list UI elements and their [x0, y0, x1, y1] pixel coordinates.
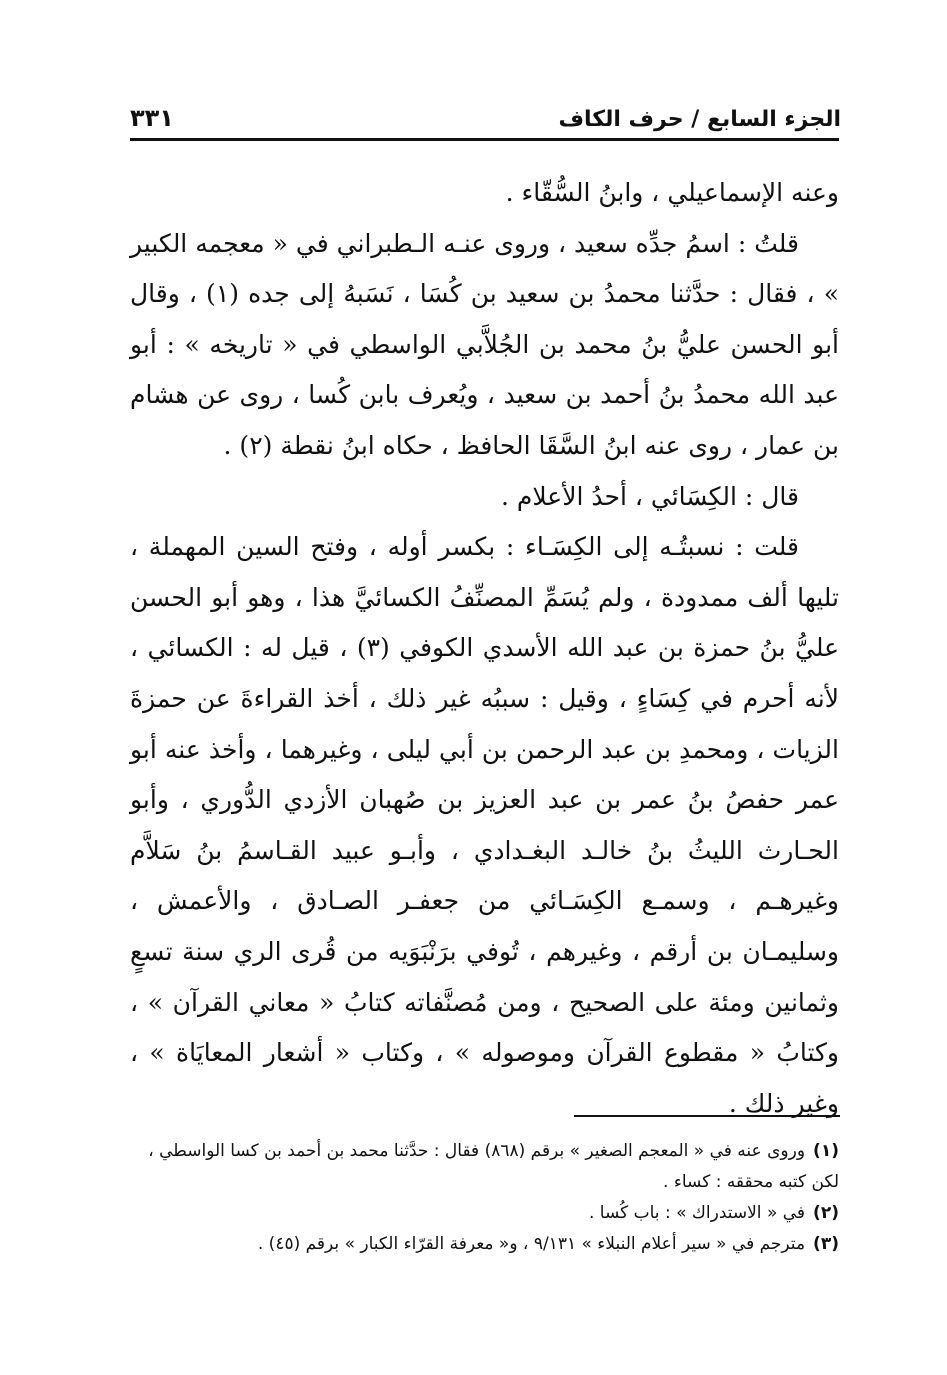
paragraph-2: قلتُ : اسمُ جدِّه سعيد ، وروى عنـه الـطبراني في « معجمه الكبير » ، فقال : حدَّثنا محمدُ بن سعيد بن كُسَا ، نَسَبهُ إلى جده (١) ، وقال أبو الحسن عليُّ بنُ محمد بن الجُلاَّبي الواسطي في « تاريخه » : أبو عبد الله محمدُ بنُ أحمد بن سعيد ، ويُعرف بابن كُسا ، روى عن هشام بن عمار ، روى عنه ابنُ السَّقَا الحافظ ، حكاه ابنُ نقطة (٢) . — [130, 228, 839, 460]
footnote-3 — [130, 1229, 839, 1260]
footnotes — [130, 1136, 839, 1260]
paragraph-3: قال : الكِسَائي ، أحدُ الأعلام . — [501, 481, 799, 511]
main-text — [130, 168, 839, 1129]
running-header — [130, 92, 841, 132]
header-title: الجزء السابع / حرف الكاف — [558, 107, 841, 132]
footnote-text: في « الاستدراك » : باب كُسا . — [588, 1203, 806, 1223]
page-number: ٣٣١ — [130, 104, 174, 132]
footnote-number: (٢) — [813, 1203, 839, 1223]
footnote-1 — [130, 1136, 839, 1198]
footnote-text: وروى عنه في « المعجم الصغير » برقم (٨٦٨) فقال : حدَّثنا محمد بن أحمد بن كسا الواسطي ، لكن كتبه محققه : كساء . — [148, 1141, 839, 1192]
footnote-text: مترجم في « سير أعلام النبلاء » ٩/١٣١ ، و« معرفة القرّاء الكبار » برقم (٤٥) . — [257, 1234, 806, 1254]
paragraph-1: وعنه الإسماعيلي ، وابنُ السُّقّاء . — [505, 178, 839, 207]
footnote-rule — [574, 1115, 840, 1117]
paragraph-4: قلت : نسبتُـه إلى الكِسَـاء : بكسر أوله ، وفتح السين المهملة ، تليها ألف ممدودة ، ولم يُسَمِّ المصنِّفُ الكسائيَّ هذا ، وهو أبو الحسن عليُّ بنُ حمزة بن عبد الله الأسدي الكوفي (٣) ، قيل له : الكسائي ، لأنه أحرم في كِسَاءٍ ، وقيل : سببُه غير ذلك ، أخذ القراءةَ عن حمزةَ الزيات ، ومحمدِ بن عبد الرحمن بن أبي ليلى ، وغيرهما ، وأخذ عنه أبو عمر حفصُ بنُ عمر بن عبد العزيز بن صُهبان الأزدي الدُّوري ، وأبو الحـارث الليثُ بنُ خالـد البغـدادي ، وأبـو عبيد القـاسمُ بنُ سَلاَّم وغيرهـم ، وسمـع الكِسَـائي من جعفـر الصـادق ، والأعمش ، وسليمـان بن أرقم ، وغيرهم ، تُوفي برَنْبَوَيه من قُرى الري سنة تسعٍ وثمانين ومئة على الصحيح ، ومن مُصنَّفاته كتابُ « معاني القرآن » ، وكتابُ « مقطوع القرآن وموصوله » ، وكتاب « أشعار المعايَاة » ، وغير ذلك . — [130, 532, 840, 1118]
footnote-2 — [130, 1198, 839, 1229]
header-rule — [130, 138, 839, 141]
footnote-number: (١) — [813, 1141, 839, 1161]
footnote-number: (٣) — [813, 1234, 839, 1254]
